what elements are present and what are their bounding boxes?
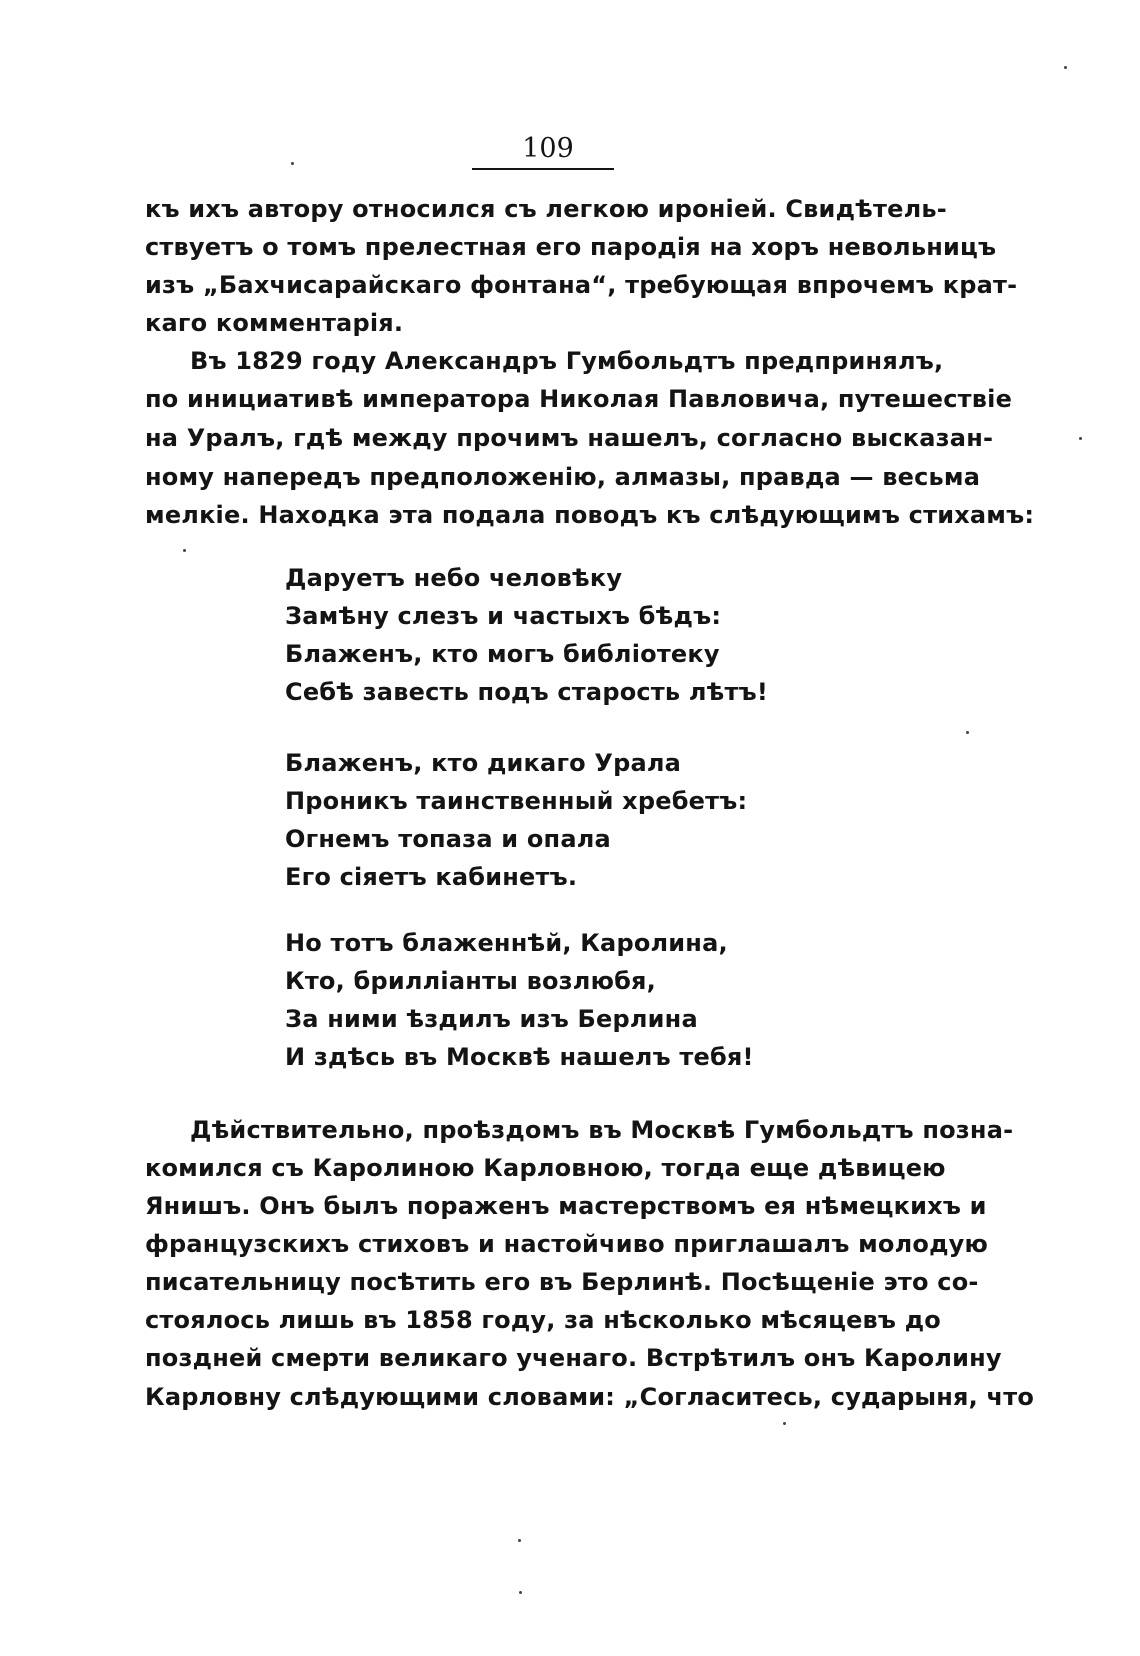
text-line: комился съ Каролиною Карловною, тогда еще дѣвицею [145, 1154, 946, 1182]
text-line: Карловну слѣдующими словами: „Согласитесь, сударыня, что [145, 1383, 1035, 1411]
scan-speck [783, 1422, 786, 1425]
poem-line: Но тотъ блаженнѣй, Каролина, [285, 929, 728, 957]
text-line: изъ „Бахчисарайскаго фонтана“, требующая впрочемъ крат- [145, 271, 1018, 299]
poem-line: Замѣну слезъ и частыхъ бѣдъ: [285, 602, 722, 630]
scan-speck [291, 162, 294, 165]
poem-line: Кто, брилліанты возлюбя, [285, 967, 656, 995]
poem-line: Проникъ таинственный хребетъ: [285, 787, 748, 815]
scan-speck [183, 549, 186, 552]
text-line: ному напередъ предположенію, алмазы, правда — весьма [145, 463, 981, 491]
scan-speck [1079, 437, 1082, 440]
text-line: французскихъ стиховъ и настойчиво приглашалъ молодую [145, 1230, 989, 1258]
poem-line: Его сіяетъ кабинетъ. [285, 863, 578, 891]
poem-line: За ними ѣздилъ изъ Берлина [285, 1005, 698, 1033]
poem-line: Блаженъ, кто дикаго Урала [285, 749, 682, 777]
text-line: по инициативѣ императора Николая Павловича, путешествіе [145, 385, 1013, 413]
text-line: писательницу посѣтить его въ Берлинѣ. Посѣщеніе это со- [145, 1268, 979, 1296]
text-line: Въ 1829 году Александръ Гумбольдтъ предпринялъ, [190, 347, 944, 375]
text-line: стоялось лишь въ 1858 году, за нѣсколько мѣсяцевъ до [145, 1306, 941, 1334]
text-line: поздней смерти великаго ученаго. Встрѣтилъ онъ Каролину [145, 1344, 1002, 1372]
text-line: ствуетъ о томъ прелестная его пародія на хоръ невольницъ [145, 233, 997, 261]
poem-line: Себѣ завесть подъ старость лѣтъ! [285, 678, 768, 706]
poem-line: И здѣсь въ Москвѣ нашелъ тебя! [285, 1043, 754, 1071]
poem-line: Блаженъ, кто могъ библіотеку [285, 640, 720, 668]
scan-speck [966, 731, 969, 734]
poem-line: Огнемъ топаза и опала [285, 825, 611, 853]
text-line: Дѣйствительно, проѣздомъ въ Москвѣ Гумбольдтъ позна- [190, 1116, 1014, 1144]
page-number: 109 [522, 133, 574, 164]
text-line: Янишъ. Онъ былъ пораженъ мастерствомъ ея нѣмецкихъ и [145, 1192, 987, 1220]
text-line: на Уралъ, гдѣ между прочимъ нашелъ, согласно высказан- [145, 424, 994, 452]
scan-speck [518, 1539, 521, 1542]
scan-speck [1064, 66, 1067, 69]
text-line: къ ихъ автору относился съ легкою ироніей. Свидѣтель- [145, 195, 947, 223]
poem-line: Даруетъ небо человѣку [285, 564, 623, 592]
text-line: мелкіе. Находка эта подала поводъ къ слѣдующимъ стихамъ: [145, 501, 1035, 529]
scan-speck [519, 1591, 522, 1594]
page-number-rule [472, 168, 614, 170]
text-line: каго комментарія. [145, 309, 404, 337]
